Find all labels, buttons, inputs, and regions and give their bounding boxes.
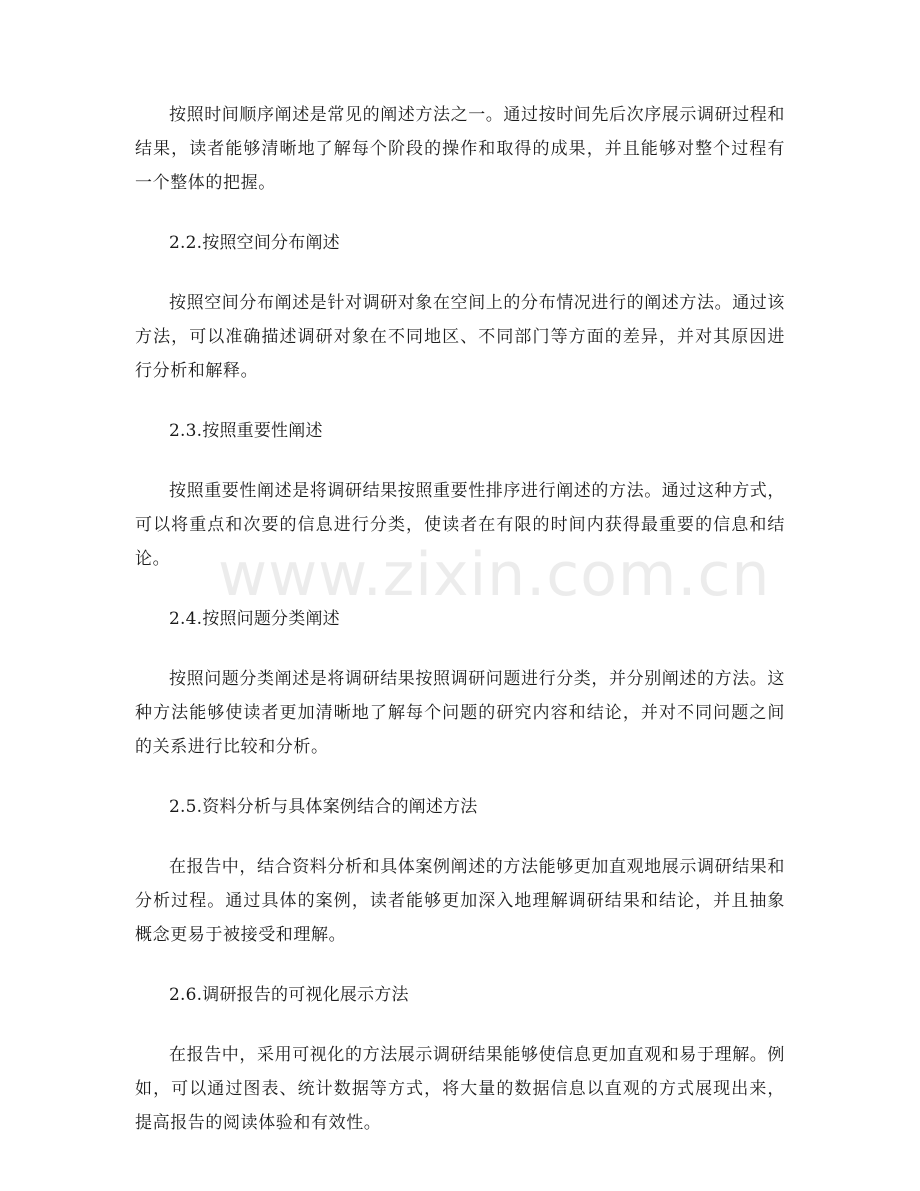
paragraph-spatial: 按照空间分布阐述是针对调研对象在空间上的分布情况进行的阐述方法。通过该方法，可以准确描述调研对象在不同地区、不同部门等方面的差异，并对其原因进行分析和解释。 (135, 293, 785, 381)
paragraph-case-analysis: 在报告中，结合资料分析和具体案例阐述的方法能够更加直观地展示调研结果和分析过程。通过具体的案例，读者能够更加深入地理解调研结果和结论，并且抽象概念更易于被接受和理解。 (135, 857, 785, 945)
heading-2-5: 2.5.资料分析与具体案例结合的阐述方法 (169, 797, 478, 817)
paragraph-problem-category: 按照问题分类阐述是将调研结果按照调研问题进行分类，并分别阐述的方法。这种方法能够使读者更加清晰地了解每个问题的研究内容和结论，并对不同问题之间的关系进行比较和分析。 (135, 669, 785, 757)
heading-2-3: 2.3.按照重要性阐述 (169, 421, 323, 441)
heading-2-2: 2.2.按照空间分布阐述 (169, 233, 340, 253)
paragraph-importance: 按照重要性阐述是将调研结果按照重要性排序进行阐述的方法。通过这种方式，可以将重点和次要的信息进行分类，使读者在有限的时间内获得最重要的信息和结论。 (135, 481, 785, 569)
heading-2-6: 2.6.调研报告的可视化展示方法 (169, 985, 409, 1005)
paragraph-visualization: 在报告中，采用可视化的方法展示调研结果能够使信息更加直观和易于理解。例如，可以通过图表、统计数据等方式，将大量的数据信息以直观的方式展现出来，提高报告的阅读体验和有效性。 (135, 1045, 785, 1133)
document-page (135, 98, 785, 1166)
paragraph-time-order: 按照时间顺序阐述是常见的阐述方法之一。通过按时间先后次序展示调研过程和结果，读者能够清晰地了解每个阶段的操作和取得的成果，并且能够对整个过程有一个整体的把握。 (135, 105, 785, 193)
heading-2-4: 2.4.按照问题分类阐述 (169, 609, 340, 629)
watermark-text: www.zixin.com.cn (218, 540, 771, 610)
